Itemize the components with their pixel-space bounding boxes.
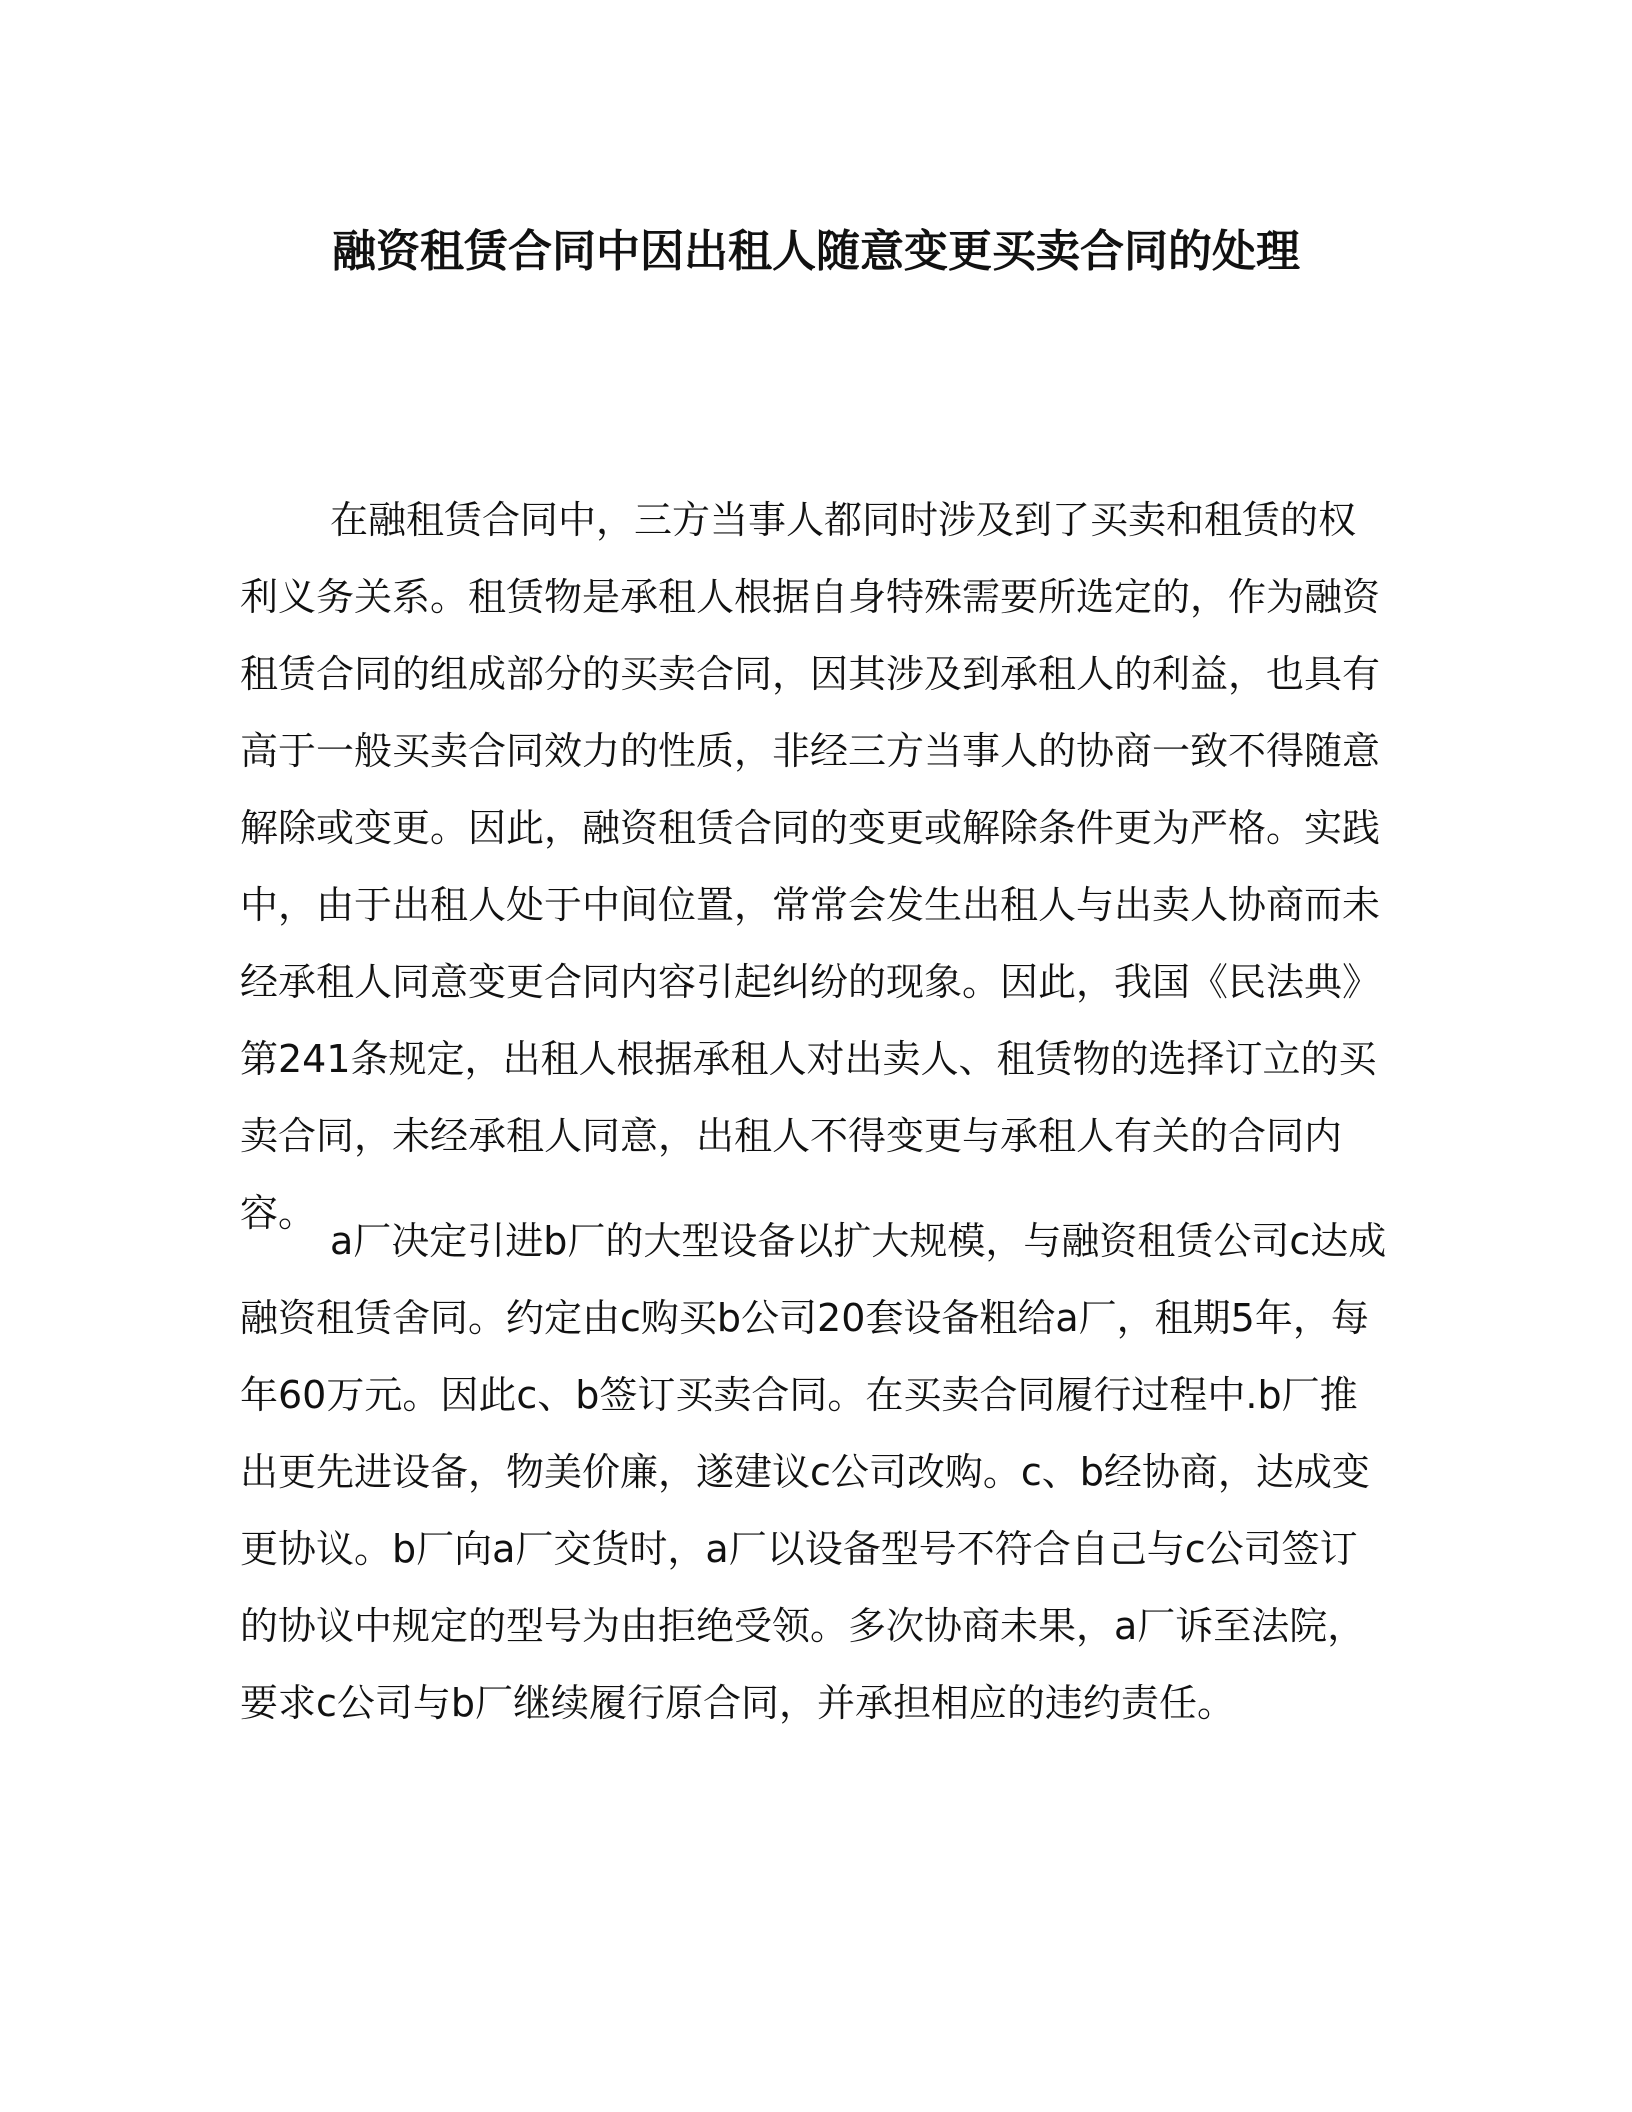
document-title: 融资租赁合同中因出租人随意变更买卖合同的处理 bbox=[332, 226, 1300, 277]
paragraph-1: 在融租赁合同中，三方当事人都同时涉及到了买卖和租赁的权利义务关系。租赁物是承租人根据自身特殊需要所选定的，作为融资租赁合同的组成部分的买卖合同，因其涉及到承租人的利益，也具有高于一般买卖合同效力的性质，非经三方当事人的协商一致不得随意解除或变更。因此，融资租赁合同的变更或解除条件更为严格。实践中，由于出租人处于中间位置，常常会发生出租人与出卖人协商而未经承租人同意变更合同内容引起纠纷的现象。因此，我国《民法典》第241条规定，出租人根据承租人对出卖人、租赁物的选择订立的买卖合同，未经承租人同意，出租人不得变更与承租人有关的合同内容。 bbox=[240, 498, 1381, 1235]
paragraph-2: a厂决定引进b厂的大型设备以扩大规模，与融资租赁公司c达成融资租赁舍同。约定由c购买b公司20套设备粗给a厂，租期5年，每年60万元。因此c、b签订买卖合同。在买卖合同履行过程中.b厂推出更先进设备，物美价廉，遂建议c公司改购。c、b经协商，达成变更协议。b厂向a厂交货时，a厂以设备型号不符合自己与c公司签订的协议中规定的型号为由拒绝受领。多次协商未果，a厂诉至法院，要求c公司与b厂继续履行原合同，并承担相应的违约责任。 bbox=[240, 1219, 1387, 1725]
